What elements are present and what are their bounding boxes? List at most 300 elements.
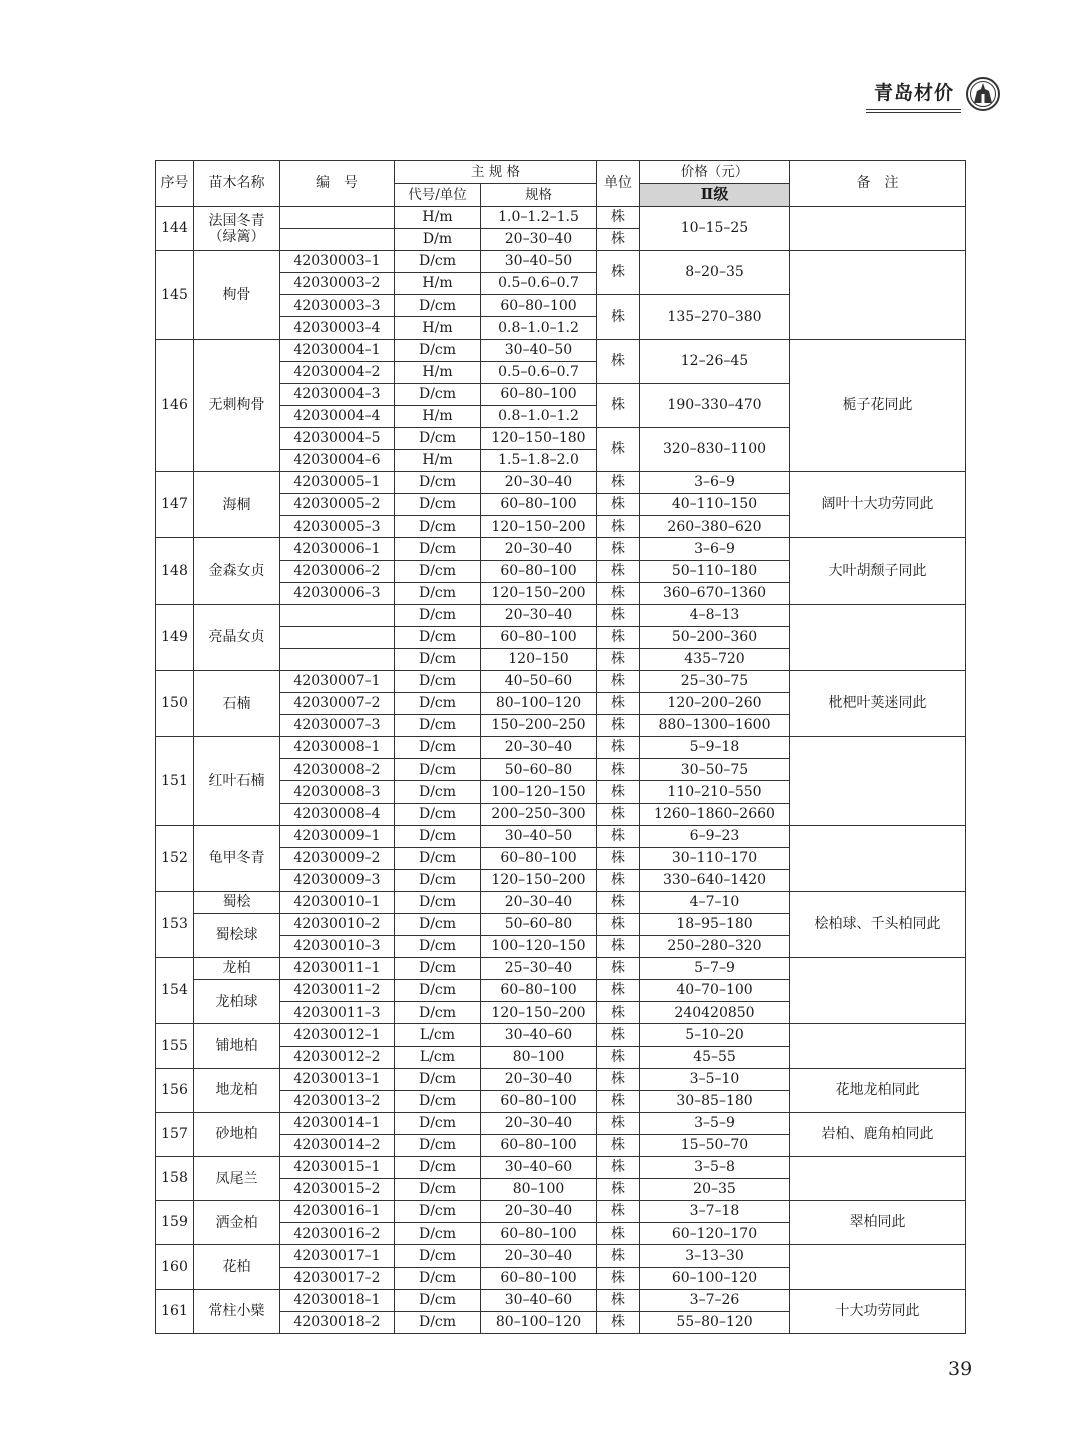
unit-symbol-cell: D/cm <box>395 494 481 516</box>
plant-name-line: 无刺枸骨 <box>208 397 265 414</box>
unit-symbol-cell: D/cm <box>395 1134 481 1156</box>
table-row <box>156 207 966 229</box>
seq-cell: 144 <box>156 207 194 251</box>
table-row <box>156 825 966 847</box>
code-cell: 42030009–2 <box>280 847 395 869</box>
table-row <box>156 1201 966 1223</box>
code-cell: 42030015–1 <box>280 1157 395 1179</box>
code-cell: 42030008–3 <box>280 781 395 803</box>
plant-name-line: 石楠 <box>222 695 251 712</box>
plant-name-cell <box>194 670 280 736</box>
unit-symbol-cell: H/m <box>395 450 481 472</box>
unit-cell: 株 <box>597 538 640 560</box>
seq-cell: 149 <box>156 604 194 670</box>
unit-cell: 株 <box>597 1311 640 1333</box>
price-cell: 60–100–120 <box>640 1267 790 1289</box>
header-unit: 单位 <box>597 161 640 207</box>
seq-cell: 147 <box>156 472 194 538</box>
unit-cell: 株 <box>597 582 640 604</box>
plant-name-cell <box>194 1201 280 1245</box>
spec-cell: 60–80–100 <box>481 847 597 869</box>
unit-symbol-cell: D/cm <box>395 295 481 317</box>
remark-cell: 岩柏、鹿角柏同此 <box>790 1112 966 1156</box>
unit-cell: 株 <box>597 737 640 759</box>
code-cell: 42030010–2 <box>280 914 395 936</box>
unit-cell: 株 <box>597 936 640 958</box>
price-cell: 15–50–70 <box>640 1134 790 1156</box>
spec-cell: 60–80–100 <box>481 980 597 1002</box>
code-cell: 42030005–2 <box>280 494 395 516</box>
seq-cell: 159 <box>156 1201 194 1245</box>
price-cell: 8–20–35 <box>640 251 790 295</box>
unit-symbol-cell: D/cm <box>395 427 481 449</box>
code-cell: 42030003–2 <box>280 273 395 295</box>
publication-title: 青岛材价 <box>874 82 955 104</box>
plant-name-cell <box>194 251 280 339</box>
remark-cell <box>790 604 966 670</box>
unit-cell: 株 <box>597 1289 640 1311</box>
unit-cell: 株 <box>597 1134 640 1156</box>
remark-cell <box>790 251 966 339</box>
table-row <box>156 891 966 913</box>
remark-cell <box>790 825 966 891</box>
unit-symbol-cell: D/cm <box>395 1223 481 1245</box>
spec-cell: 30–40–60 <box>481 1024 597 1046</box>
spec-cell: 1.5–1.8–2.0 <box>481 450 597 472</box>
spec-cell: 20–30–40 <box>481 1068 597 1090</box>
spec-cell: 60–80–100 <box>481 494 597 516</box>
table-row <box>156 472 966 494</box>
table-header <box>156 161 966 207</box>
price-cell: 3–7–26 <box>640 1289 790 1311</box>
code-cell: 42030008–4 <box>280 803 395 825</box>
price-cell: 190–330–470 <box>640 383 790 427</box>
unit-cell: 株 <box>597 891 640 913</box>
plant-name-cell: 龙柏 <box>194 958 280 980</box>
unit-cell: 株 <box>597 825 640 847</box>
price-cell: 20–35 <box>640 1179 790 1201</box>
unit-symbol-cell: L/cm <box>395 1046 481 1068</box>
spec-cell: 100–120–150 <box>481 936 597 958</box>
price-cell: 3–5–9 <box>640 1112 790 1134</box>
unit-symbol-cell: D/cm <box>395 781 481 803</box>
unit-cell: 株 <box>597 648 640 670</box>
spec-cell: 20–30–40 <box>481 891 597 913</box>
price-cell: 250–280–320 <box>640 936 790 958</box>
plant-name-line: 砂地柏 <box>215 1126 258 1143</box>
code-cell: 42030009–3 <box>280 869 395 891</box>
price-cell: 135–270–380 <box>640 295 790 339</box>
price-cell: 320–830–1100 <box>640 427 790 471</box>
unit-symbol-cell: D/cm <box>395 980 481 1002</box>
spec-cell: 60–80–100 <box>481 1134 597 1156</box>
unit-cell: 株 <box>597 604 640 626</box>
code-cell <box>280 626 395 648</box>
unit-symbol-cell: D/cm <box>395 891 481 913</box>
seq-cell: 156 <box>156 1068 194 1112</box>
spec-cell: 30–40–50 <box>481 339 597 361</box>
plant-name-line: 龟甲冬青 <box>208 850 265 867</box>
code-cell: 42030014–1 <box>280 1112 395 1134</box>
spec-cell: 0.5–0.6–0.7 <box>481 273 597 295</box>
remark-cell <box>790 737 966 825</box>
header-remark: 备 注 <box>790 161 966 207</box>
price-cell: 110–210–550 <box>640 781 790 803</box>
plant-name-cell <box>194 1068 280 1112</box>
plant-name-line: 花柏 <box>222 1258 251 1275</box>
price-cell: 260–380–620 <box>640 516 790 538</box>
spec-cell: 120–150 <box>481 648 597 670</box>
spec-cell: 80–100–120 <box>481 1311 597 1333</box>
seq-cell: 161 <box>156 1289 194 1333</box>
remark-cell <box>790 1245 966 1289</box>
seq-cell: 157 <box>156 1112 194 1156</box>
unit-symbol-cell: D/cm <box>395 958 481 980</box>
table-row <box>156 604 966 626</box>
header-rule <box>866 109 961 113</box>
code-cell: 42030003–4 <box>280 317 395 339</box>
spec-cell: 20–30–40 <box>481 1201 597 1223</box>
plant-name-cell <box>194 207 280 251</box>
header-grade: Ⅱ级 <box>640 184 790 207</box>
price-cell: 6–9–23 <box>640 825 790 847</box>
code-cell: 42030017–1 <box>280 1245 395 1267</box>
price-cell: 3–5–8 <box>640 1157 790 1179</box>
price-cell: 330–640–1420 <box>640 869 790 891</box>
remark-cell: 花地龙柏同此 <box>790 1068 966 1112</box>
price-cell: 12–26–45 <box>640 339 790 383</box>
price-cell: 30–50–75 <box>640 759 790 781</box>
remark-cell <box>790 207 966 251</box>
code-cell: 42030006–2 <box>280 560 395 582</box>
plant-name-cell: 龙柏球 <box>194 980 280 1024</box>
price-cell: 360–670–1360 <box>640 582 790 604</box>
unit-symbol-cell: H/m <box>395 317 481 339</box>
unit-symbol-cell: D/cm <box>395 1112 481 1134</box>
spec-cell: 60–80–100 <box>481 383 597 405</box>
header-spec: 规格 <box>481 184 597 207</box>
seq-cell: 150 <box>156 670 194 736</box>
header-name: 苗木名称 <box>194 161 280 207</box>
code-cell: 42030004–6 <box>280 450 395 472</box>
code-cell: 42030007–3 <box>280 715 395 737</box>
remark-cell: 阔叶十大功劳同此 <box>790 472 966 538</box>
table-row <box>156 1068 966 1090</box>
unit-cell: 株 <box>597 803 640 825</box>
unit-symbol-cell: D/cm <box>395 1201 481 1223</box>
unit-cell: 株 <box>597 869 640 891</box>
unit-cell: 株 <box>597 1068 640 1090</box>
spec-cell: 20–30–40 <box>481 229 597 251</box>
spec-cell: 60–80–100 <box>481 295 597 317</box>
remark-cell: 桧柏球、千头柏同此 <box>790 891 966 957</box>
plant-name-cell <box>194 538 280 604</box>
unit-cell: 株 <box>597 715 640 737</box>
price-cell: 60–120–170 <box>640 1223 790 1245</box>
plant-name-line: 红叶石楠 <box>208 772 265 789</box>
unit-cell: 株 <box>597 339 640 383</box>
unit-cell: 株 <box>597 1201 640 1223</box>
spec-cell: 80–100 <box>481 1046 597 1068</box>
table-row <box>156 737 966 759</box>
table-row <box>156 1157 966 1179</box>
price-cell: 3–7–18 <box>640 1201 790 1223</box>
spec-cell: 50–60–80 <box>481 759 597 781</box>
remark-cell <box>790 1024 966 1068</box>
unit-symbol-cell: D/cm <box>395 1179 481 1201</box>
price-cell: 18–95–180 <box>640 914 790 936</box>
unit-cell: 株 <box>597 427 640 471</box>
unit-symbol-cell: D/cm <box>395 538 481 560</box>
plant-name-cell <box>194 1289 280 1333</box>
seq-cell: 153 <box>156 891 194 957</box>
spec-cell: 0.5–0.6–0.7 <box>481 361 597 383</box>
code-cell: 42030011–2 <box>280 980 395 1002</box>
code-cell: 42030013–2 <box>280 1090 395 1112</box>
unit-symbol-cell: D/cm <box>395 1002 481 1024</box>
spec-cell: 120–150–200 <box>481 1002 597 1024</box>
code-cell <box>280 229 395 251</box>
seq-cell: 155 <box>156 1024 194 1068</box>
unit-cell: 株 <box>597 1002 640 1024</box>
spec-cell: 20–30–40 <box>481 1112 597 1134</box>
price-cell: 3–6–9 <box>640 538 790 560</box>
plant-name-line: 地龙柏 <box>215 1082 258 1099</box>
spec-cell: 60–80–100 <box>481 560 597 582</box>
page-header <box>862 72 1012 124</box>
spec-cell: 80–100–120 <box>481 693 597 715</box>
unit-cell: 株 <box>597 1179 640 1201</box>
remark-cell: 翠柏同此 <box>790 1201 966 1245</box>
plant-name-cell <box>194 737 280 825</box>
price-cell: 240420850 <box>640 1002 790 1024</box>
price-cell: 120–200–260 <box>640 693 790 715</box>
unit-symbol-cell: D/cm <box>395 1068 481 1090</box>
unit-symbol-cell: H/m <box>395 207 481 229</box>
spec-cell: 200–250–300 <box>481 803 597 825</box>
remark-cell: 大叶胡颓子同此 <box>790 538 966 604</box>
spec-cell: 120–150–200 <box>481 869 597 891</box>
plant-name-line: 凤尾兰 <box>215 1170 258 1187</box>
code-cell <box>280 648 395 670</box>
code-cell: 42030007–2 <box>280 693 395 715</box>
unit-symbol-cell: D/cm <box>395 472 481 494</box>
code-cell: 42030006–3 <box>280 582 395 604</box>
code-cell: 42030009–1 <box>280 825 395 847</box>
unit-symbol-cell: H/m <box>395 405 481 427</box>
table-row <box>156 670 966 692</box>
code-cell: 42030008–1 <box>280 737 395 759</box>
spec-cell: 20–30–40 <box>481 1245 597 1267</box>
code-cell: 42030004–3 <box>280 383 395 405</box>
price-cell: 10–15–25 <box>640 207 790 251</box>
price-cell: 1260–1860–2660 <box>640 803 790 825</box>
unit-symbol-cell: D/cm <box>395 825 481 847</box>
unit-cell: 株 <box>597 626 640 648</box>
code-cell: 42030012–2 <box>280 1046 395 1068</box>
nursery-price-table <box>155 160 966 1334</box>
unit-symbol-cell: H/m <box>395 273 481 295</box>
remark-cell <box>790 958 966 1024</box>
unit-cell: 株 <box>597 229 640 251</box>
unit-symbol-cell: D/cm <box>395 670 481 692</box>
plant-name-line: 铺地柏 <box>215 1038 258 1055</box>
header-spec-group: 主 规 格 <box>395 161 597 184</box>
unit-symbol-cell: D/cm <box>395 251 481 273</box>
unit-cell: 株 <box>597 980 640 1002</box>
unit-symbol-cell: D/cm <box>395 737 481 759</box>
unit-cell: 株 <box>597 1157 640 1179</box>
unit-cell: 株 <box>597 781 640 803</box>
code-cell: 42030007–1 <box>280 670 395 692</box>
unit-cell: 株 <box>597 560 640 582</box>
plant-name-cell <box>194 1112 280 1156</box>
plant-name-cell: 蜀桧 <box>194 891 280 913</box>
spec-cell: 100–120–150 <box>481 781 597 803</box>
seq-cell: 160 <box>156 1245 194 1289</box>
spec-cell: 0.8–1.0–1.2 <box>481 317 597 339</box>
code-cell: 42030011–3 <box>280 1002 395 1024</box>
spec-cell: 120–150–200 <box>481 582 597 604</box>
unit-symbol-cell: D/cm <box>395 560 481 582</box>
spec-cell: 120–150–200 <box>481 516 597 538</box>
code-cell: 42030005–1 <box>280 472 395 494</box>
unit-symbol-cell: D/cm <box>395 626 481 648</box>
price-cell: 4–7–10 <box>640 891 790 913</box>
code-cell <box>280 207 395 229</box>
plant-name-line: 法国冬青 <box>208 212 265 229</box>
header-price-group: 价格（元） <box>640 161 790 184</box>
unit-cell: 株 <box>597 383 640 427</box>
code-cell: 42030004–4 <box>280 405 395 427</box>
spec-cell: 30–40–60 <box>481 1157 597 1179</box>
unit-cell: 株 <box>597 251 640 295</box>
spec-cell: 50–60–80 <box>481 914 597 936</box>
unit-symbol-cell: H/m <box>395 361 481 383</box>
spec-cell: 60–80–100 <box>481 1223 597 1245</box>
plant-name-cell <box>194 1024 280 1068</box>
unit-cell: 株 <box>597 1245 640 1267</box>
unit-cell: 株 <box>597 958 640 980</box>
code-cell: 42030010–3 <box>280 936 395 958</box>
code-cell: 42030010–1 <box>280 891 395 913</box>
unit-cell: 株 <box>597 295 640 339</box>
unit-symbol-cell: D/cm <box>395 383 481 405</box>
plant-name-line: 洒金柏 <box>215 1214 258 1231</box>
spec-cell: 60–80–100 <box>481 1267 597 1289</box>
unit-symbol-cell: D/m <box>395 229 481 251</box>
plant-name-line: 亮晶女贞 <box>208 629 265 646</box>
code-cell: 42030005–3 <box>280 516 395 538</box>
unit-cell: 株 <box>597 494 640 516</box>
price-cell: 5–10–20 <box>640 1024 790 1046</box>
plant-name-cell <box>194 339 280 472</box>
price-cell: 25–30–75 <box>640 670 790 692</box>
unit-symbol-cell: D/cm <box>395 1267 481 1289</box>
spec-cell: 20–30–40 <box>481 604 597 626</box>
unit-cell: 株 <box>597 670 640 692</box>
table-row <box>156 339 966 361</box>
plant-name-cell: 蜀桧球 <box>194 914 280 958</box>
code-cell: 42030013–1 <box>280 1068 395 1090</box>
seq-cell: 152 <box>156 825 194 891</box>
unit-symbol-cell: D/cm <box>395 693 481 715</box>
code-cell: 42030015–2 <box>280 1179 395 1201</box>
spec-cell: 80–100 <box>481 1179 597 1201</box>
unit-symbol-cell: D/cm <box>395 869 481 891</box>
table-row <box>156 1289 966 1311</box>
table-row <box>156 1245 966 1267</box>
table-row <box>156 251 966 273</box>
code-cell: 42030012–1 <box>280 1024 395 1046</box>
unit-cell: 株 <box>597 1090 640 1112</box>
spec-cell: 120–150–180 <box>481 427 597 449</box>
code-cell: 42030004–1 <box>280 339 395 361</box>
code-cell: 42030004–5 <box>280 427 395 449</box>
remark-cell <box>790 1157 966 1201</box>
seq-cell: 151 <box>156 737 194 825</box>
price-cell: 50–110–180 <box>640 560 790 582</box>
price-cell: 30–110–170 <box>640 847 790 869</box>
plant-name-cell <box>194 825 280 891</box>
plant-name-cell <box>194 1157 280 1201</box>
unit-symbol-cell: D/cm <box>395 582 481 604</box>
spec-cell: 30–40–60 <box>481 1289 597 1311</box>
price-cell: 3–6–9 <box>640 472 790 494</box>
spec-cell: 0.8–1.0–1.2 <box>481 405 597 427</box>
price-cell: 50–200–360 <box>640 626 790 648</box>
spec-cell: 1.0–1.2–1.5 <box>481 207 597 229</box>
unit-symbol-cell: D/cm <box>395 803 481 825</box>
price-cell: 435–720 <box>640 648 790 670</box>
page-number: 39 <box>948 1358 973 1380</box>
seq-cell: 158 <box>156 1157 194 1201</box>
price-cell: 30–85–180 <box>640 1090 790 1112</box>
unit-symbol-cell: D/cm <box>395 936 481 958</box>
spec-cell: 30–40–50 <box>481 251 597 273</box>
remark-cell: 栀子花同此 <box>790 339 966 472</box>
unit-symbol-cell: D/cm <box>395 648 481 670</box>
remark-cell: 十大功劳同此 <box>790 1289 966 1333</box>
spec-cell: 20–30–40 <box>481 538 597 560</box>
price-cell: 3–5–10 <box>640 1068 790 1090</box>
header-unit-symbol: 代号/单位 <box>395 184 481 207</box>
plant-name-line: 常柱小檗 <box>208 1303 265 1320</box>
unit-symbol-cell: D/cm <box>395 1090 481 1112</box>
spec-cell: 60–80–100 <box>481 626 597 648</box>
code-cell <box>280 604 395 626</box>
spec-cell: 20–30–40 <box>481 472 597 494</box>
unit-symbol-cell: D/cm <box>395 914 481 936</box>
table-row <box>156 1024 966 1046</box>
unit-cell: 株 <box>597 914 640 936</box>
header-seq: 序号 <box>156 161 194 207</box>
unit-symbol-cell: D/cm <box>395 715 481 737</box>
unit-cell: 株 <box>597 1267 640 1289</box>
plant-name-cell <box>194 472 280 538</box>
price-cell: 4–8–13 <box>640 604 790 626</box>
unit-cell: 株 <box>597 847 640 869</box>
code-cell: 42030014–2 <box>280 1134 395 1156</box>
unit-cell: 株 <box>597 693 640 715</box>
price-cell: 5–9–18 <box>640 737 790 759</box>
plant-name-line: （绿篱） <box>208 228 265 245</box>
unit-symbol-cell: D/cm <box>395 1157 481 1179</box>
code-cell: 42030003–3 <box>280 295 395 317</box>
code-cell: 42030008–2 <box>280 759 395 781</box>
price-cell: 45–55 <box>640 1046 790 1068</box>
unit-cell: 株 <box>597 472 640 494</box>
